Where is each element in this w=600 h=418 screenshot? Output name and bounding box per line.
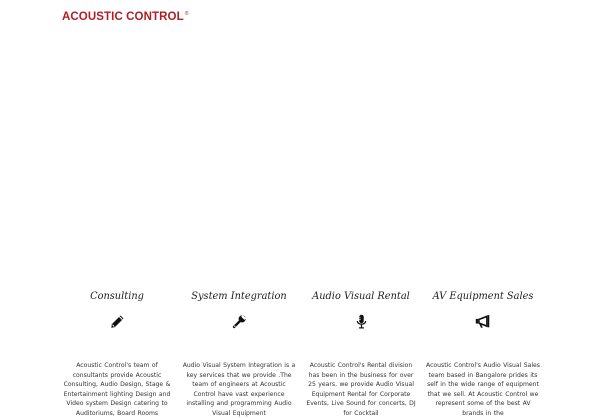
service-description-system-integration: Audio Visual System Integration is a key services that we provide .The team of engineers at Acoustic Control have vast experience installing and programming Audio Visual Equipment: [182, 362, 296, 417]
microphone-icon: [353, 313, 369, 329]
service-system-integration: [178, 290, 300, 418]
service-title-audio-visual-rental[interactable]: Audio Visual Rental: [312, 291, 410, 302]
pencil-icon: [109, 313, 125, 329]
service-consulting: [56, 290, 178, 418]
service-audio-visual-rental: [300, 290, 422, 418]
service-title-system-integration[interactable]: System Integration: [191, 291, 287, 302]
service-av-equipment-sales: [422, 290, 544, 418]
logo-text: ACOUSTIC CONTROL: [62, 11, 184, 23]
service-title-consulting[interactable]: Consulting: [90, 291, 144, 302]
service-description-audio-visual-rental: Acoustic Control's Rental division has been in the business for over 25 years, we provide Audio Visual Equipment Rental for Corporate Events, Live Sound for concerts, DJ for Cocktail: [306, 362, 416, 417]
wrench-icon: [231, 313, 247, 329]
site-logo[interactable]: [62, 11, 188, 24]
service-description-av-equipment-sales: Acoustic Control's Audio Visual Sales team based in Bangalore prides its self in the wide range of equipment that we sell. At Acoustic Control we represent some of the best AV brands in the: [426, 362, 540, 417]
logo-registered-mark: ®: [184, 11, 189, 17]
services-row: [56, 290, 544, 418]
megaphone-icon: [475, 313, 491, 329]
service-title-av-equipment-sales[interactable]: AV Equipment Sales: [432, 291, 534, 302]
service-description-consulting: Acoustic Control's team of consultants provide Acoustic Consulting, Audio Design, Stage & Entertainment lighting Design and Video system Design catering to Auditoriums, Board Rooms: [63, 362, 171, 417]
